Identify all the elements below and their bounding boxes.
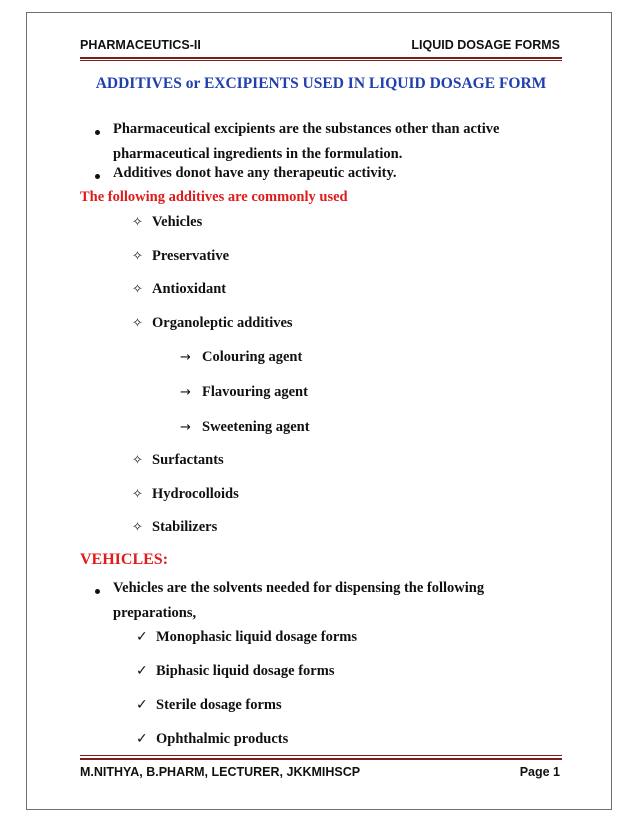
section-heading-vehicles: VEHICLES:	[80, 551, 169, 568]
checkmark-icon: ✓	[136, 731, 148, 747]
page-number: Page 1	[519, 765, 560, 779]
bullet-dot	[95, 130, 100, 135]
additive-item: ✧ Stabilizers	[132, 519, 218, 535]
vehicle-item: ✓ Biphasic liquid dosage forms	[136, 663, 335, 679]
header-right: LIQUID DOSAGE FORMS	[411, 38, 560, 52]
footer-rule	[80, 758, 562, 760]
star-diamond-icon: ✧	[132, 249, 143, 264]
bullet-dot	[95, 174, 100, 179]
intro-bullet-1-line-1: Pharmaceutical excipients are the substances other than active	[113, 121, 500, 137]
arrow-right-icon: →	[180, 420, 191, 435]
header-rule	[80, 57, 562, 59]
vehicle-item: ✓ Ophthalmic products	[136, 731, 289, 747]
footer-left: M.NITHYA, B.PHARM, LECTURER, JKKMIHSCP	[80, 765, 361, 779]
vehicles-line-2: preparations,	[113, 605, 197, 621]
header-left: PHARMACEUTICS-II	[80, 38, 201, 52]
star-diamond-icon: ✧	[132, 316, 143, 331]
organoleptic-item: → Sweetening agent	[180, 419, 310, 435]
vehicle-item: ✓ Sterile dosage forms	[136, 697, 282, 713]
additive-item: ✧ Antioxidant	[132, 281, 227, 297]
organoleptic-item: → Colouring agent	[180, 349, 303, 365]
star-diamond-icon: ✧	[132, 215, 143, 230]
arrow-right-icon: →	[180, 385, 191, 400]
additive-item: ✧ Organoleptic additives	[132, 315, 293, 331]
header-rule-thin	[80, 60, 562, 61]
star-diamond-icon: ✧	[132, 282, 143, 297]
star-diamond-icon: ✧	[132, 487, 143, 502]
vehicles-line-1: Vehicles are the solvents needed for dispensing the following	[113, 580, 485, 596]
additive-item: ✧ Preservative	[132, 248, 230, 264]
bullet-dot	[95, 589, 100, 594]
subheading: The following additives are commonly used	[80, 189, 348, 205]
star-diamond-icon: ✧	[132, 520, 143, 535]
checkmark-icon: ✓	[136, 697, 148, 713]
checkmark-icon: ✓	[136, 629, 148, 645]
additive-item: ✧ Vehicles	[132, 214, 203, 230]
vehicle-item: ✓ Monophasic liquid dosage forms	[136, 629, 358, 645]
intro-bullet-2: Additives donot have any therapeutic activity.	[113, 165, 397, 181]
additive-item: ✧ Surfactants	[132, 452, 224, 468]
additive-item: ✧ Hydrocolloids	[132, 486, 239, 502]
organoleptic-item: → Flavouring agent	[180, 384, 308, 400]
checkmark-icon: ✓	[136, 663, 148, 679]
page-title: ADDITIVES or EXCIPIENTS USED IN LIQUID DOSAGE FORM	[95, 75, 547, 92]
star-diamond-icon: ✧	[132, 453, 143, 468]
arrow-right-icon: →	[180, 350, 191, 365]
intro-bullet-1-line-2: pharmaceutical ingredients in the formulation.	[113, 146, 403, 162]
footer-rule-thin	[80, 755, 562, 756]
